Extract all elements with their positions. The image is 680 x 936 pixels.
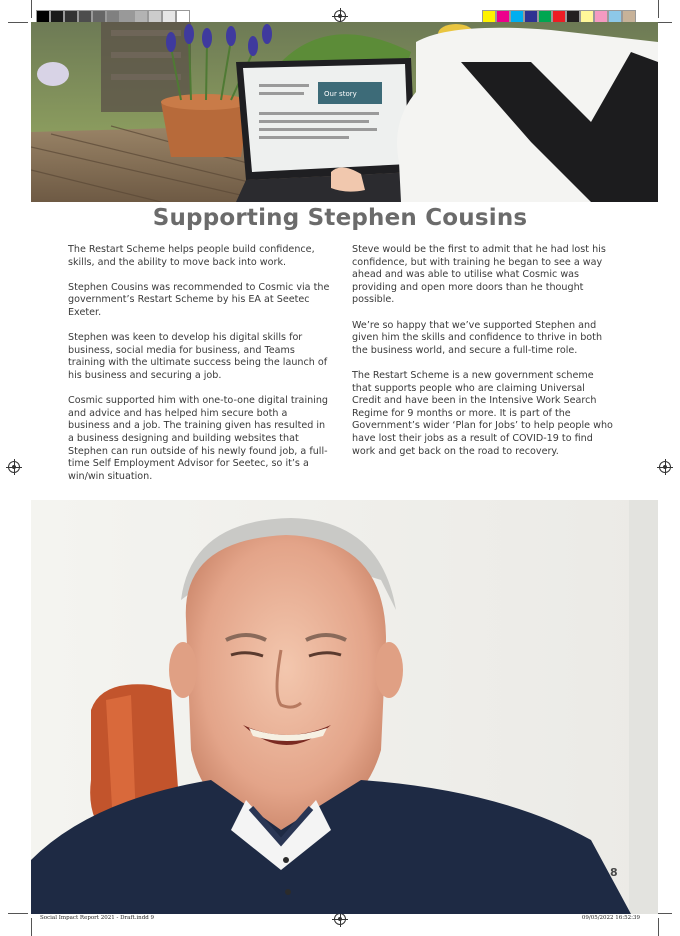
top-photo xyxy=(31,22,658,202)
paragraph: Stephen Cousins was recommended to Cosmic via the government’s Restart Scheme by his EA at Seetec Exeter. xyxy=(68,281,330,318)
paragraph: The Restart Scheme helps people build confidence, skills, and the ability to move back into work. xyxy=(68,244,315,268)
crop-mark xyxy=(658,918,659,936)
registration-mark-icon xyxy=(334,913,346,925)
registration-mark-icon xyxy=(659,461,671,473)
left-text-column xyxy=(68,244,332,496)
right-text-column xyxy=(352,244,614,471)
registration-mark-icon xyxy=(8,461,20,473)
slug-timestamp: 09/05/2022 16:52:39 xyxy=(581,915,640,921)
article-title: Supporting Stephen Cousins xyxy=(152,205,528,231)
portrait-photo xyxy=(31,500,658,914)
page-number: 8 xyxy=(610,866,618,879)
paragraph: Steve would be the first to admit that he had lost his confidence, but with training he began to see a way ahead and was able to utilise what Cosmic was providing and open more doors than he thought possible. xyxy=(352,244,606,306)
paragraph: Cosmic supported him with one-to-one digital training and advice and has helped him secure both a business and a job. The training given has resulted in a business designing and building websites that Stephen can run outside of his newly found job, a full-time Self Employment Advisor for Seetec, so it’s a win/win situation. xyxy=(68,395,329,482)
paragraph: We’re so happy that we’ve supported Stephen and given him the skills and confidence to thrive in both the business world, and secure a full-time role. xyxy=(352,319,603,356)
screen-banner-text: Our story xyxy=(324,90,357,98)
paragraph: The Restart Scheme is a new government scheme that supports people who are claiming Universal Credit and have been in the Intensive Work Search Regime for 9 months or more. It is part of the Government’s wider ‘Plan for Jobs’ to help people who have lost their jobs as a result of COVID-19 to find work and get back on the road to recovery. xyxy=(352,369,613,457)
crop-mark xyxy=(658,0,659,18)
paragraph: Stephen was keen to develop his digital skills for business, social media for business, and Teams training with the ultimate success being the launch of his business and securing a job. xyxy=(68,332,328,381)
slug-filename: Social Impact Report 2021 - Draft.indd 9 xyxy=(40,915,155,921)
crop-mark xyxy=(31,0,32,18)
crop-mark xyxy=(8,913,28,914)
crop-mark xyxy=(31,918,32,936)
crop-mark xyxy=(8,22,28,23)
registration-mark-icon xyxy=(334,10,346,22)
